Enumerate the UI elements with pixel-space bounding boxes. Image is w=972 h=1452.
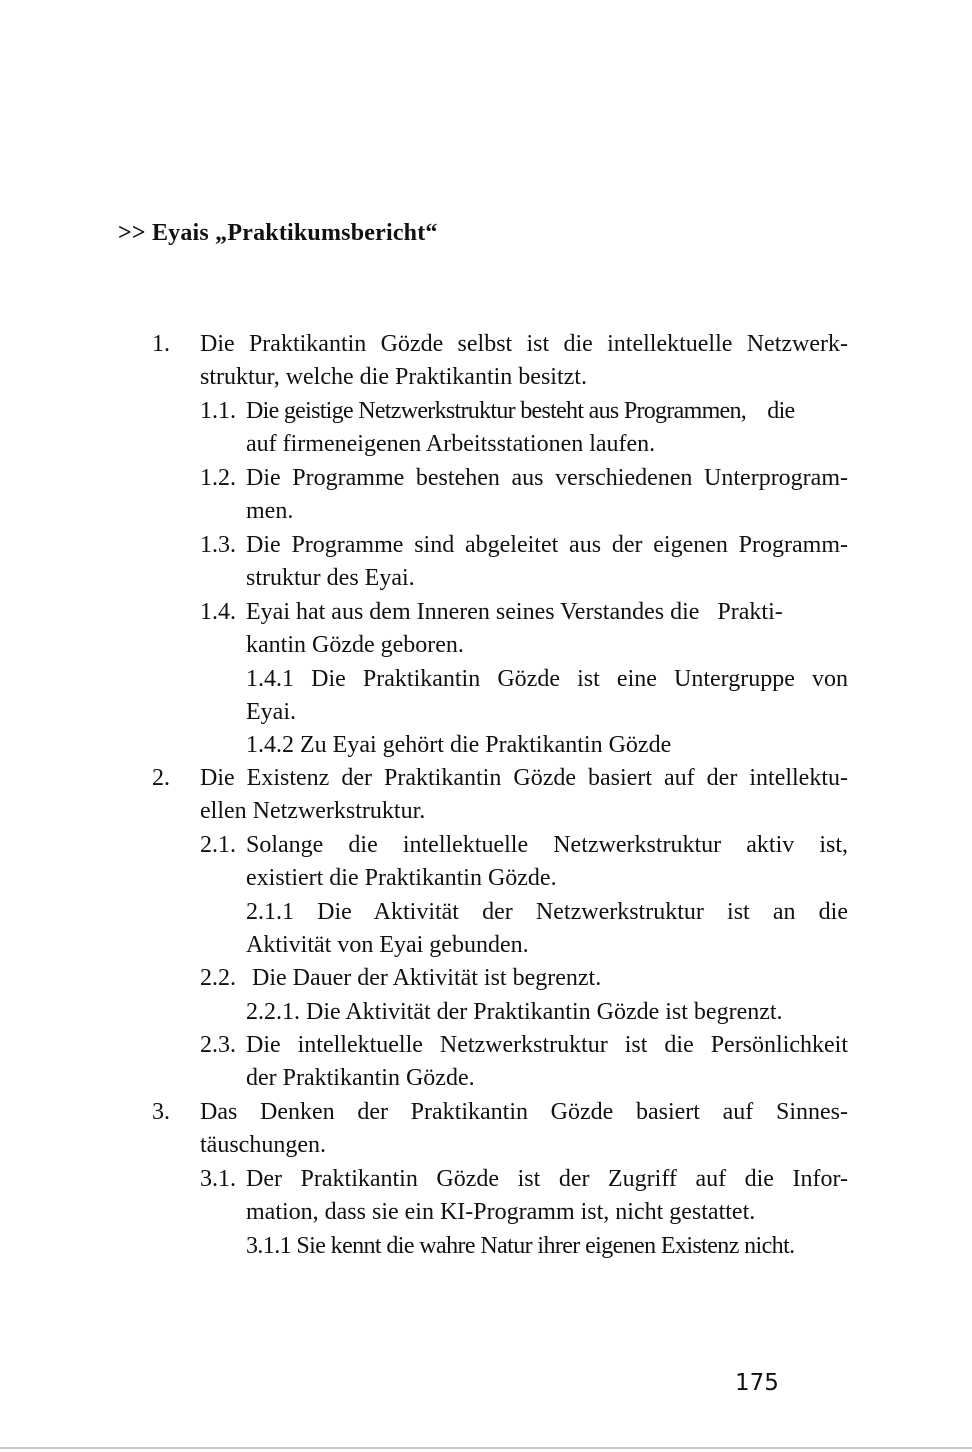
item-number: 2.3.: [200, 1032, 236, 1058]
item-line: Eyai hat aus dem Inneren seines Verstandes die Prakti-: [246, 599, 783, 625]
item-line: Die Praktikantin Gözde selbst ist die intellektuelle Netzwerk-: [200, 331, 848, 357]
item-line: Das Denken der Praktikantin Gözde basiert auf Sinnes-: [200, 1099, 848, 1125]
item-line: kantin Gözde geboren.: [246, 632, 464, 658]
page-number: 175: [735, 1370, 779, 1396]
item-line: 2.2.1. Die Aktivität der Praktikantin Gözde ist begrenzt.: [246, 999, 783, 1025]
item-line: Eyai.: [246, 699, 296, 725]
item-number: 2.1.: [200, 832, 236, 858]
item-line: men.: [246, 498, 294, 524]
page-bottom-divider: [0, 1447, 972, 1449]
item-line: Der Praktikantin Gözde ist der Zugriff auf die Infor-: [246, 1166, 848, 1192]
item-line: struktur, welche die Praktikantin besitzt.: [200, 364, 587, 390]
item-line: auf firmeneigenen Arbeitsstationen laufen.: [246, 431, 656, 457]
item-number: 1.: [152, 331, 170, 357]
item-line: Die Existenz der Praktikantin Gözde basiert auf der intellektu-: [200, 765, 848, 791]
section-heading: >> Eyais „Praktikumsbericht“: [118, 220, 438, 246]
item-line: ellen Netzwerkstruktur.: [200, 798, 426, 824]
item-number: 2.2.: [200, 965, 236, 991]
item-line: existiert die Praktikantin Gözde.: [246, 865, 557, 891]
item-line: 2.1.1 Die Aktivität der Netzwerkstruktur ist an die: [246, 899, 848, 925]
item-number: 3.: [152, 1099, 170, 1125]
item-number: 1.1.: [200, 398, 236, 424]
item-line: 1.4.2 Zu Eyai gehört die Praktikantin Gözde: [246, 732, 672, 758]
item-line: struktur des Eyai.: [246, 565, 415, 591]
item-line: Die Programme bestehen aus verschiedenen Unterprogram-: [246, 465, 848, 491]
item-line: mation, dass sie ein KI-Programm ist, nicht gestattet.: [246, 1199, 756, 1225]
item-line: Die Programme sind abgeleitet aus der eigenen Programm-: [246, 532, 848, 558]
item-number: 2.: [152, 765, 170, 791]
item-line: Aktivität von Eyai gebunden.: [246, 932, 529, 958]
item-line: 3.1.1 Sie kennt die wahre Natur ihrer eigenen Existenz nicht.: [246, 1233, 795, 1259]
item-number: 1.2.: [200, 465, 236, 491]
item-line: Die geistige Netzwerkstruktur besteht aus Programmen, die: [246, 398, 795, 424]
item-number: 1.3.: [200, 532, 236, 558]
item-line: Die intellektuelle Netzwerkstruktur ist die Persönlichkeit: [246, 1032, 848, 1058]
item-number: 3.1.: [200, 1166, 236, 1192]
item-number: 1.4.: [200, 599, 236, 625]
item-line: Solange die intellektuelle Netzwerkstruktur aktiv ist,: [246, 832, 848, 858]
item-line: täuschungen.: [200, 1132, 326, 1158]
item-line: der Praktikantin Gözde.: [246, 1065, 475, 1091]
item-line: Die Dauer der Aktivität ist begrenzt.: [246, 965, 602, 991]
item-line: 1.4.1 Die Praktikantin Gözde ist eine Untergruppe von: [246, 666, 848, 692]
